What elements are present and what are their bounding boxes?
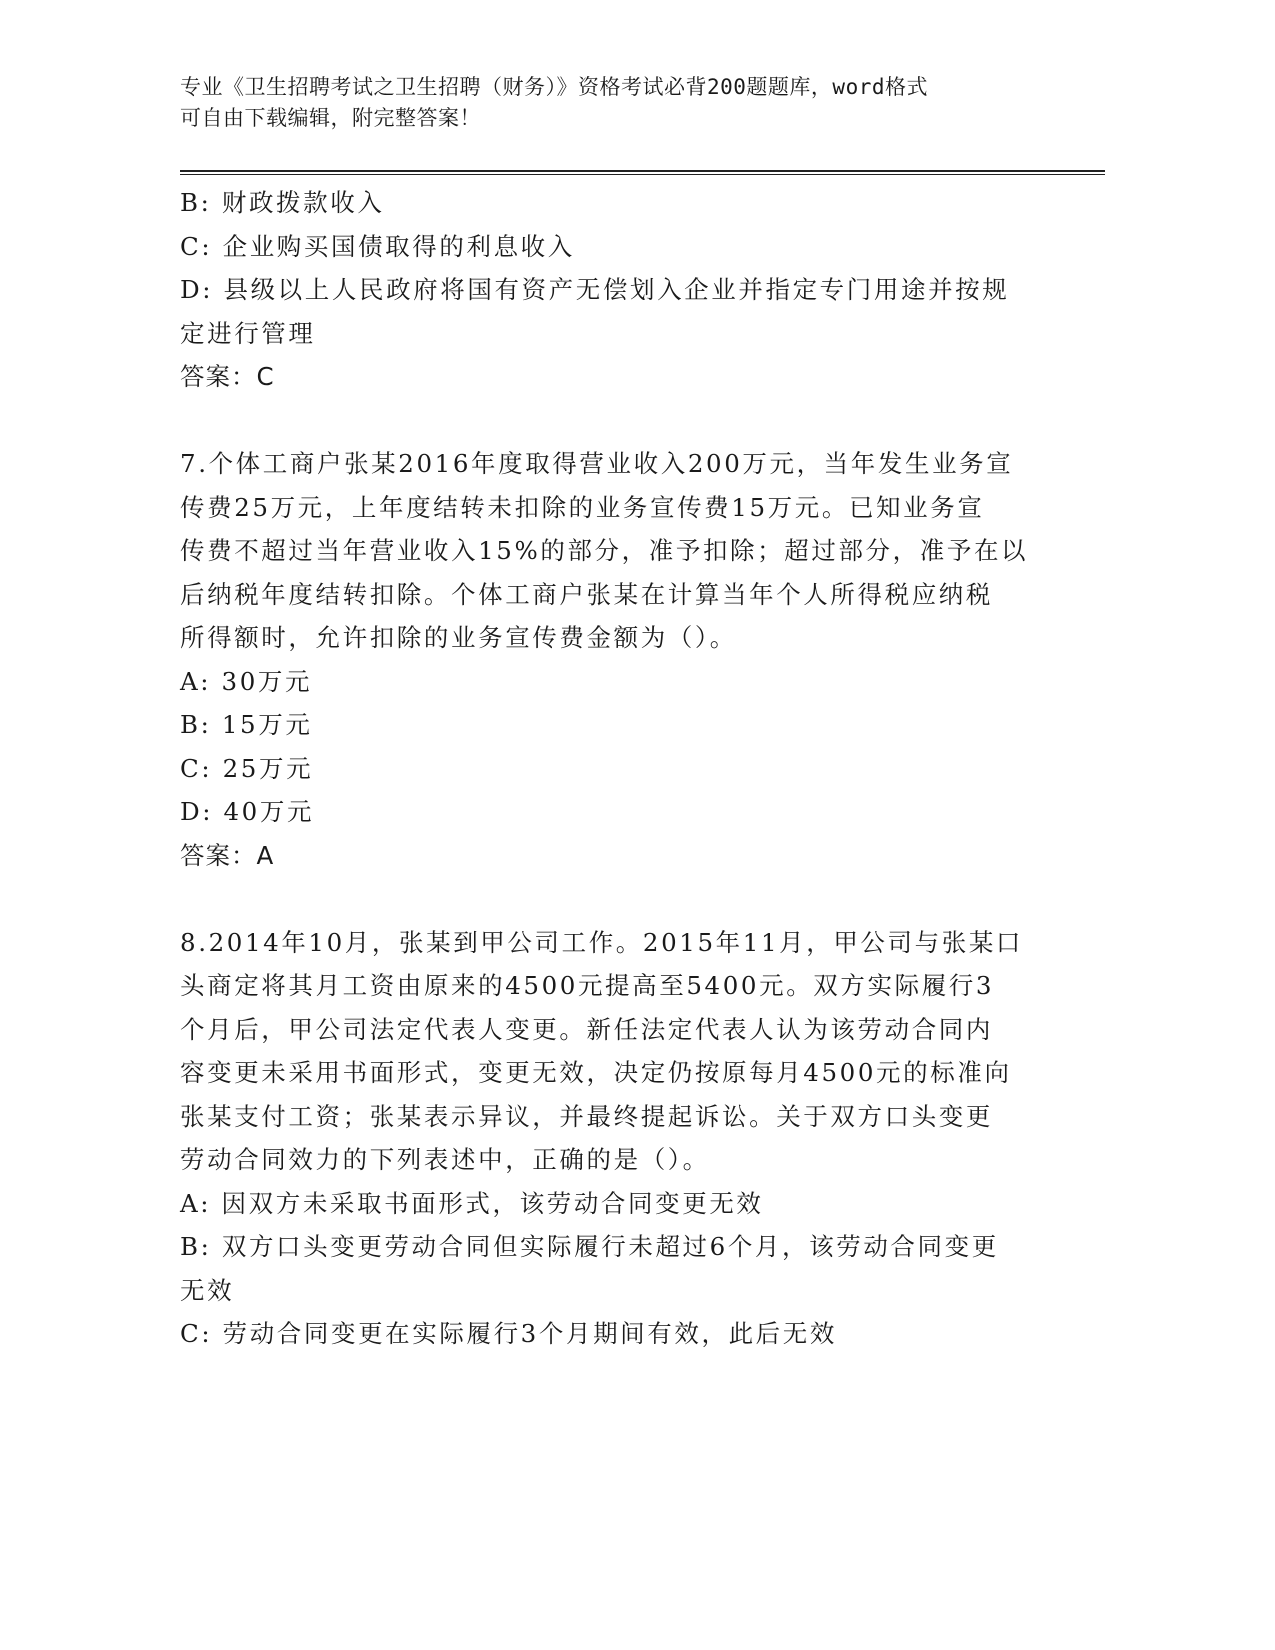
option-b: B: 双方口头变更劳动合同但实际履行未超过6个月，该劳动合同变更 — [180, 1232, 999, 1261]
question-stem: 7.个体工商户张某2016年度取得营业收入200万元，当年发生业务宣 — [180, 449, 1014, 478]
option-b-continued: 无效 — [180, 1275, 235, 1305]
question-7 — [180, 442, 1040, 877]
question-stem: 容变更未采用书面形式，变更无效，决定仍按原每月4500元的标准向 — [180, 1058, 1012, 1087]
answer-label: 答案：C — [180, 362, 275, 391]
option-c: C: 劳动合同变更在实际履行3个月期间有效，此后无效 — [180, 1319, 837, 1348]
question-stem: 所得额时，允许扣除的业务宣传费金额为（）。 — [180, 623, 737, 652]
question-6-fragment — [180, 181, 1040, 399]
option-c: C: 企业购买国债取得的利息收入 — [180, 231, 575, 261]
spacer — [180, 877, 1040, 921]
answer-label: 答案：A — [180, 840, 275, 870]
question-stem: 8.2014年10月，张某到甲公司工作。2015年11月，甲公司与张某口 — [180, 927, 1024, 957]
question-stem: 张某支付工资；张某表示异议，并最终提起诉讼。关于双方口头变更 — [180, 1101, 993, 1131]
option-a: A: 30万元 — [180, 666, 313, 696]
document-header — [180, 72, 1040, 134]
header-divider — [180, 170, 1105, 175]
option-b: B: 财政拨款收入 — [180, 188, 385, 217]
option-d-continued: 定进行管理 — [180, 318, 316, 348]
header-line: 专业《卫生招聘考试之卫生招聘（财务）》资格考试必背200题题库，word格式 — [180, 75, 928, 99]
document-body — [180, 181, 1040, 1356]
question-stem: 头商定将其月工资由原来的4500元提高至5400元。双方实际履行3 — [180, 971, 995, 1000]
question-stem: 劳动合同效力的下列表述中，正确的是（）。 — [180, 1145, 710, 1174]
option-d: D: 40万元 — [180, 797, 315, 826]
question-8 — [180, 921, 1040, 1356]
question-stem: 传费25万元，上年度结转未扣除的业务宣传费15万元。已知业务宣 — [180, 492, 985, 522]
option-b: B: 15万元 — [180, 710, 313, 739]
option-a: A: 因双方未采取书面形式，该劳动合同变更无效 — [180, 1188, 764, 1218]
question-stem: 传费不超过当年营业收入15%的部分，准予扣除；超过部分，准予在以 — [180, 536, 1029, 565]
question-stem: 后纳税年度结转扣除。个体工商户张某在计算当年个人所得税应纳税 — [180, 579, 993, 609]
option-c: C: 25万元 — [180, 753, 314, 783]
header-line: 可自由下载编辑，附完整答案！ — [180, 106, 481, 130]
question-stem: 个月后，甲公司法定代表人变更。新任法定代表人认为该劳动合同内 — [180, 1014, 993, 1044]
spacer — [180, 399, 1040, 443]
option-d: D: 县级以上人民政府将国有资产无偿划入企业并指定专门用途并按规 — [180, 275, 1010, 304]
